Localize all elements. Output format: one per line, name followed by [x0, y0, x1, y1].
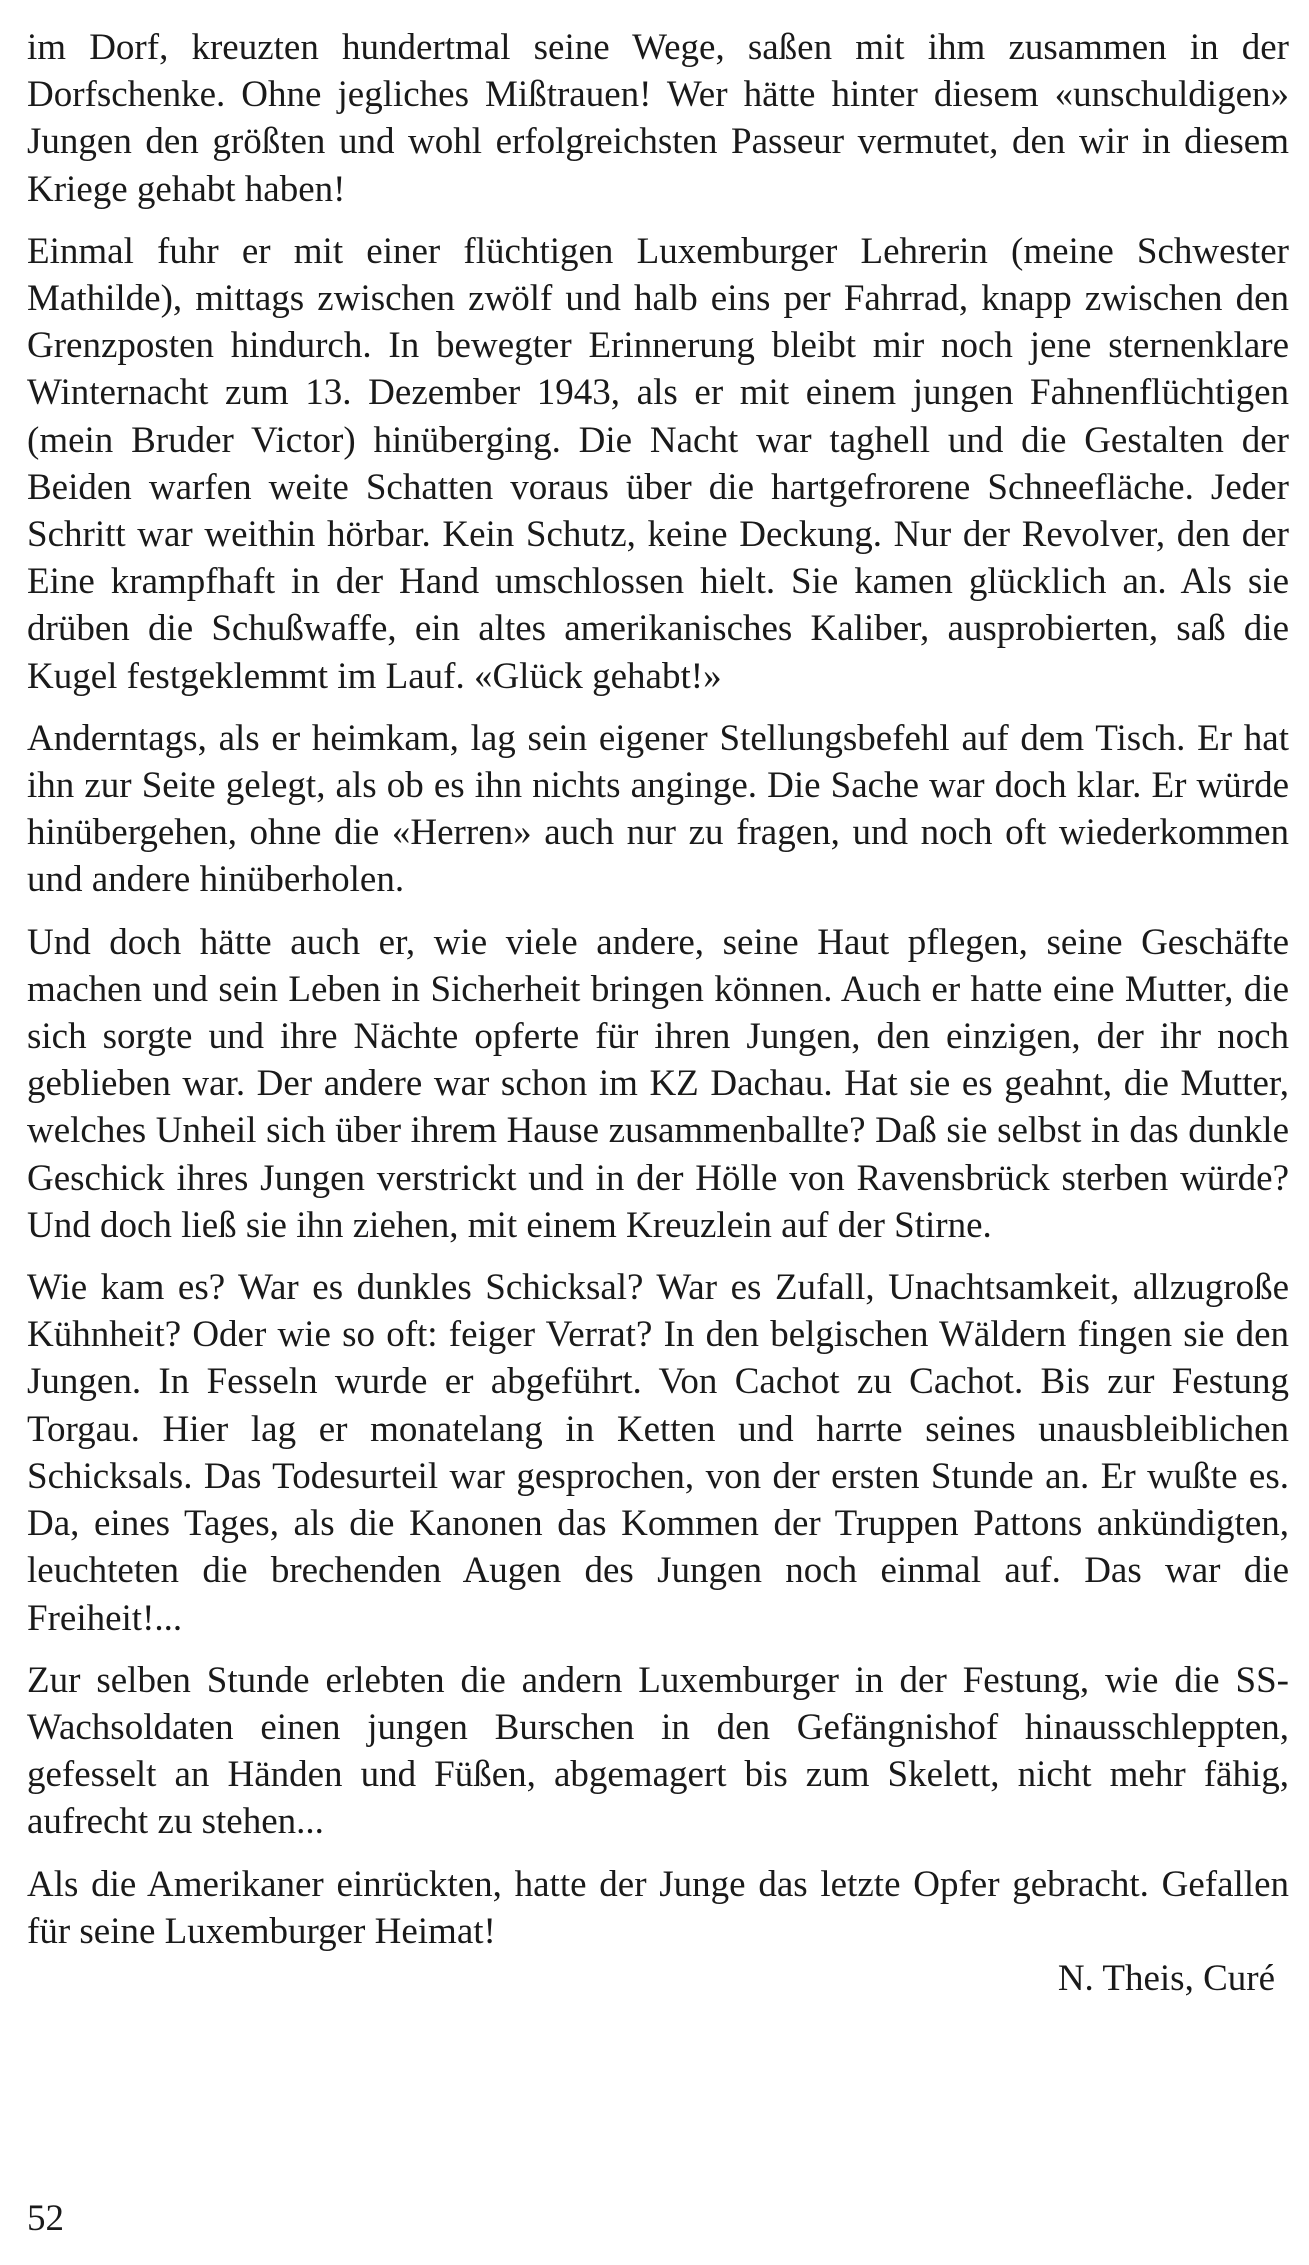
paragraph-3: Anderntags, als er heimkam, lag sein eigener Stellungsbefehl auf dem Tisch. Er hat ihn zur Seite gelegt, als ob es ihn nichts anginge. Die Sache war doch klar. Er würde hinübergehen, ohne die «Herren» auch nur zu fragen, und noch oft wiederkommen und andere hinüberholen. — [27, 717, 1289, 901]
paragraph-2: Einmal fuhr er mit einer flüchtigen Luxemburger Lehrerin (meine Schwester Mathilde), mittags zwischen zwölf und halb eins per Fahrrad, knapp zwischen den Grenzposten hindurch. In bewegter Erinnerung bleibt mir noch jene sternenklare Winternacht zum 13. Dezember 1943, als er mit einem jungen Fahnenflüchtigen (mein Bruder Victor) hinüberging. Die Nacht war taghell und die Gestalten der Beiden warfen weite Schatten voraus über die hartgefrorene Schneefläche. Jeder Schritt war weithin hörbar. Kein Schutz, keine Deckung. Nur der Revolver, den der Eine krampfhaft in der Hand umschlossen hielt. Sie kamen glücklich an. Als sie drüben die Schußwaffe, ein altes amerikanisches Kaliber, ausprobierten, saß die Kugel festgeklemmt im Lauf. «Glück gehabt!» — [27, 230, 1289, 697]
paragraph-5: Wie kam es? War es dunkles Schicksal? War es Zufall, Unachtsamkeit, allzugroße Kühnheit? Oder wie so oft: feiger Verrat? In den belgischen Wäldern fingen sie den Jungen. In Fesseln wurde er abgeführt. Von Cachot zu Cachot. Bis zur Festung Torgau. Hier lag er monatelang in Ketten und harrte seines unausbleiblichen Schicksals. Das Todesurteil war gesprochen, von der ersten Stunde an. Er wußte es. Da, eines Tages, als die Kanonen das Kommen der Truppen Pattons ankündigten, leuchteten die brechenden Augen des Jungen noch einmal auf. Das war die Freiheit!... — [27, 1267, 1289, 1639]
paragraph-7: Als die Amerikaner einrückten, hatte der Junge das letzte Opfer gebracht. Gefallen für seine Luxemburger Heimat! — [27, 1863, 1289, 1952]
document-page — [27, 0, 1289, 2265]
body-text — [27, 24, 1289, 2002]
author-signature: N. Theis, Curé — [1057, 1957, 1275, 1999]
page-number: 52 — [27, 2198, 64, 2239]
paragraph-6: Zur selben Stunde erlebten die andern Luxemburger in der Festung, wie die SS-Wachsoldaten einen jungen Burschen in den Gefängnishof hinausschleppten, gefesselt an Händen und Füßen, abgemagert bis zum Skelett, nicht mehr fähig, aufrecht zu stehen... — [27, 1659, 1289, 1843]
paragraph-4: Und doch hätte auch er, wie viele andere, seine Haut pflegen, seine Geschäfte machen und sein Leben in Sicherheit bringen können. Auch er hatte eine Mutter, die sich sorgte und ihre Nächte opferte für ihren Jungen, den einzigen, der ihr noch geblieben war. Der andere war schon im KZ Dachau. Hat sie es geahnt, die Mutter, welches Unheil sich über ihrem Hause zusammenballte? Daß sie selbst in das dunkle Geschick ihres Jungen verstrickt und in der Hölle von Ravensbrück sterben würde? Und doch ließ sie ihn ziehen, mit einem Kreuzlein auf der Stirne. — [27, 921, 1289, 1246]
paragraph-1: im Dorf, kreuzten hundertmal seine Wege, saßen mit ihm zusammen in der Dorfschenke. Ohne jegliches Mißtrauen! Wer hätte hinter diesem «unschuldigen» Jungen den größten und wohl erfolgreichsten Passeur vermutet, den wir in diesem Kriege gehabt haben! — [27, 27, 1289, 210]
